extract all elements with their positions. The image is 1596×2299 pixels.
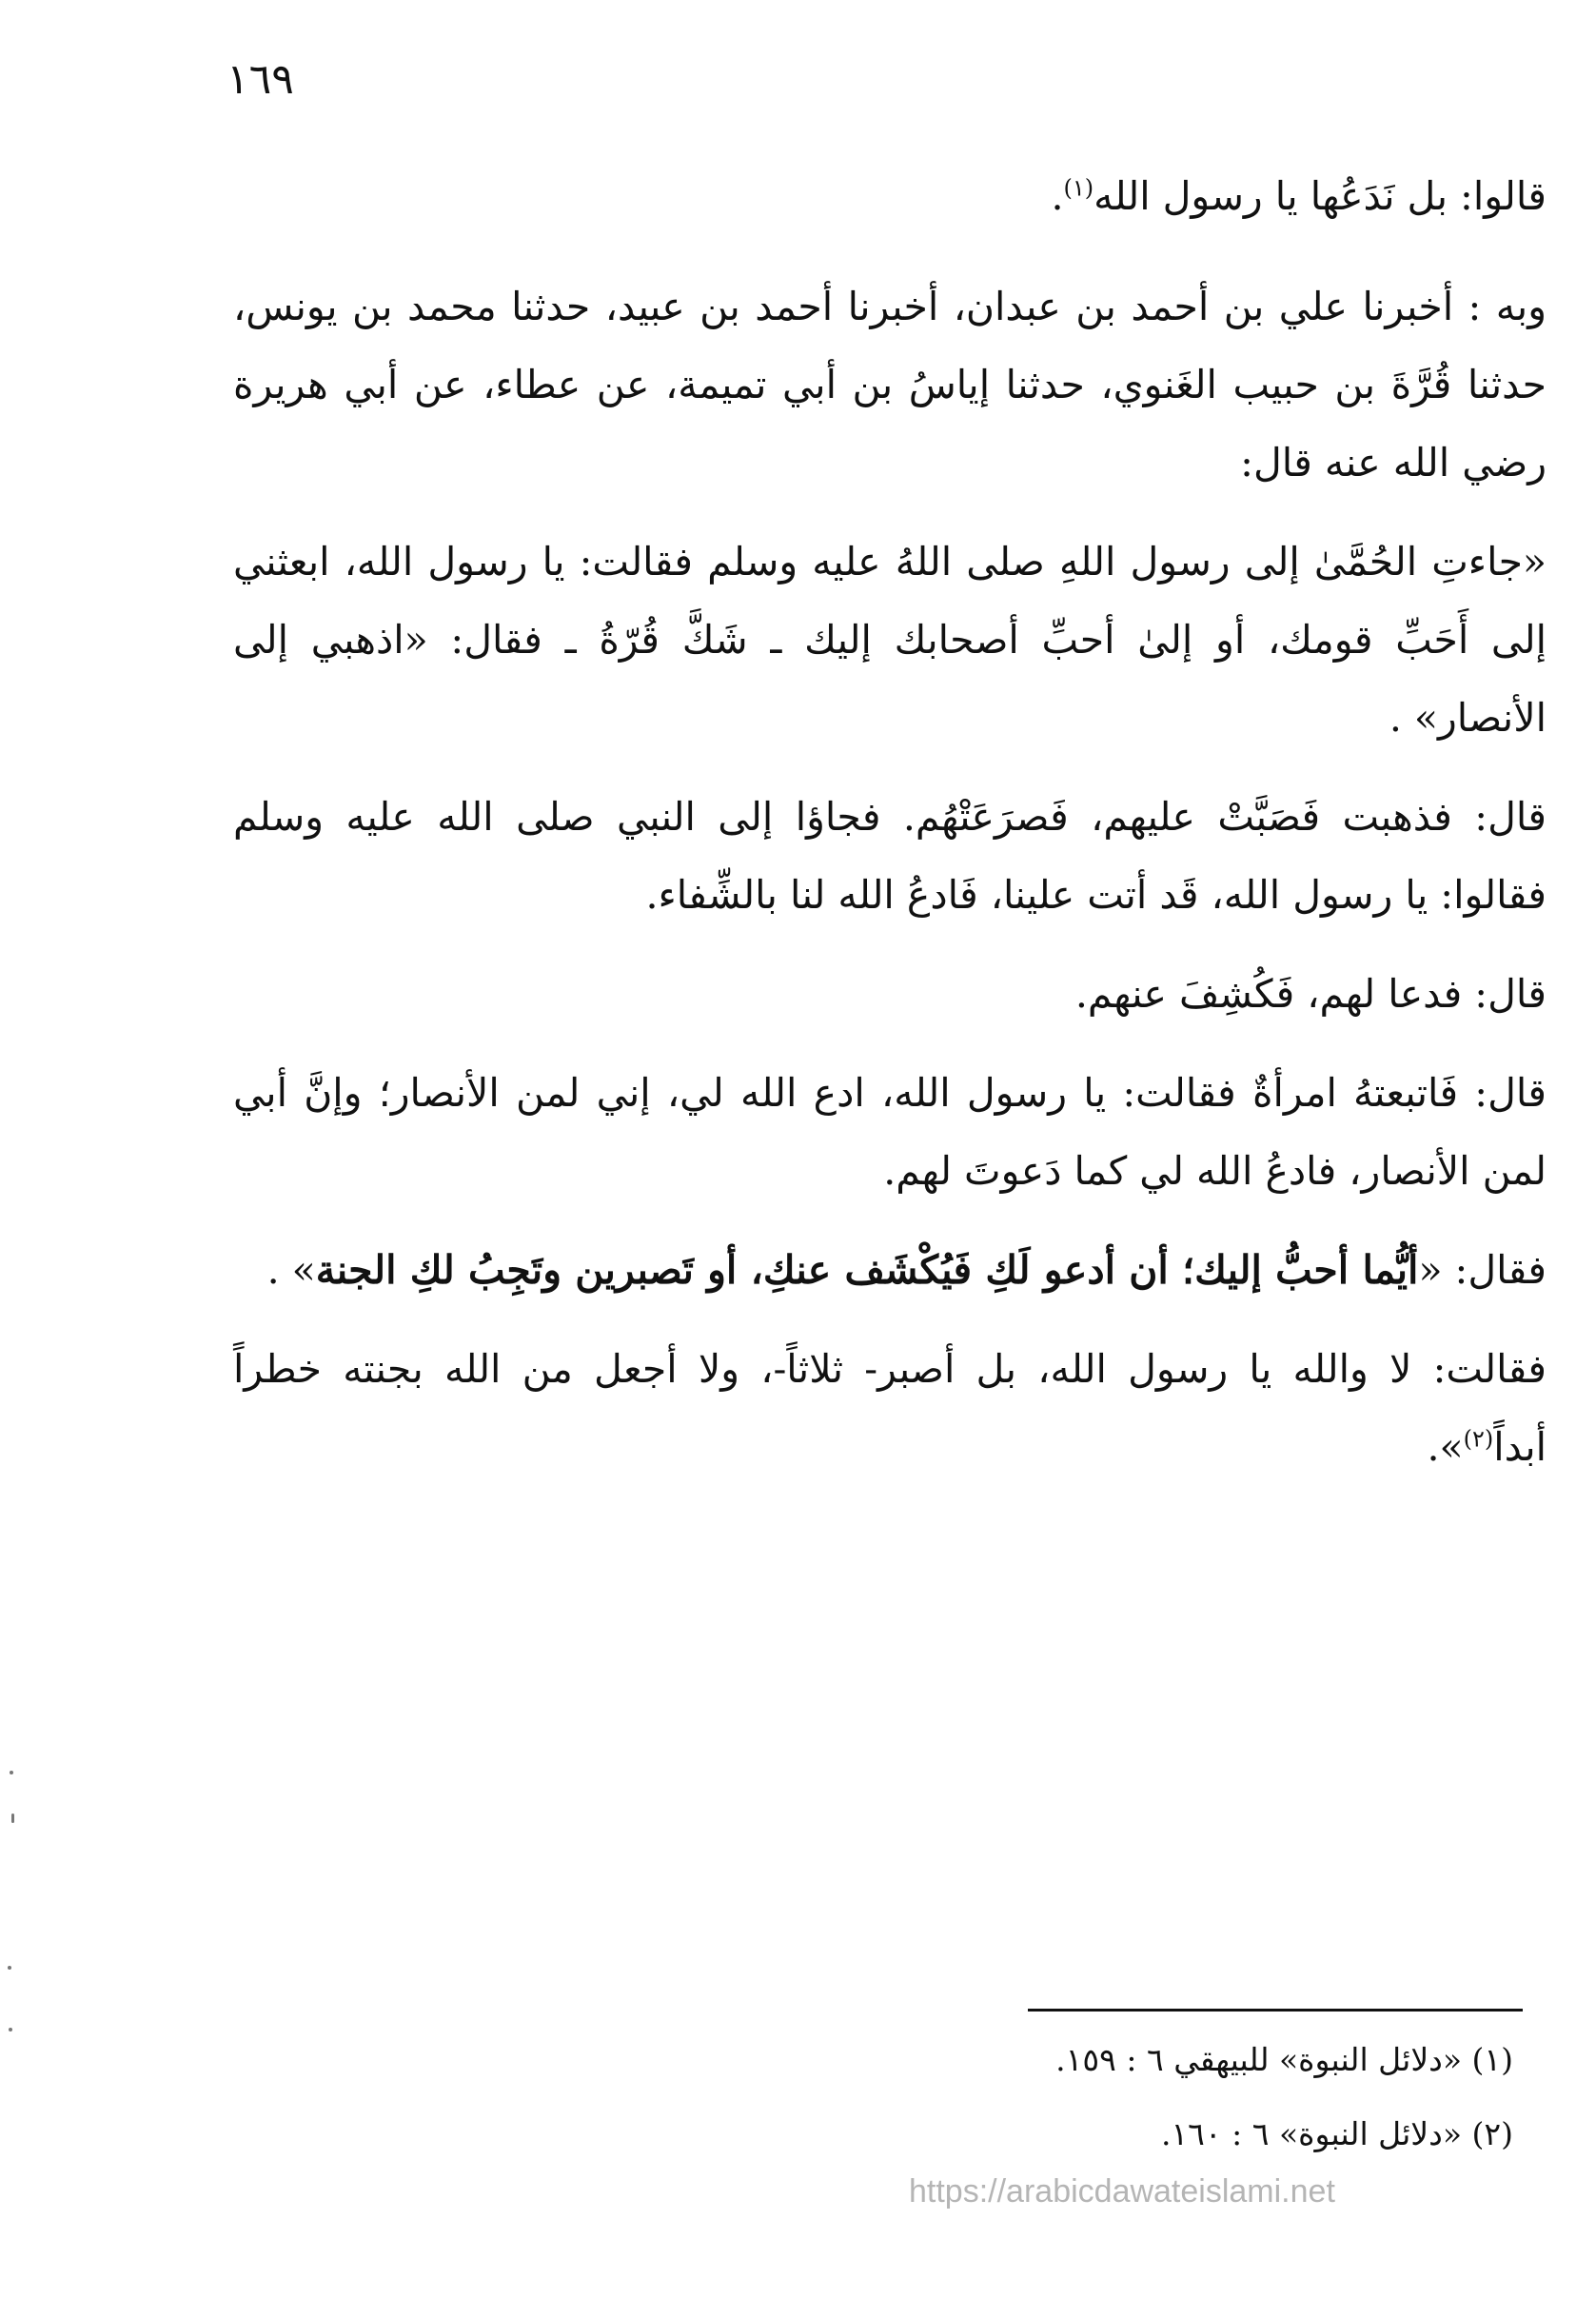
paragraph-1-text: قالوا: بل نَدَعُها يا رسول الله bbox=[1094, 173, 1547, 219]
paragraph-8-end: ». bbox=[1427, 1424, 1464, 1470]
paragraph-2-text: وبه : أخبرنا علي بن أحمد بن عبدان، أخبرنا أحمد بن عبيد، حدثنا محمد بن يونس، حدثنا قُرَّةَ بن حبيب الغَنوي، حدثنا إياسُ بن أبي تميمة، عن عطاء، عن أبي هريرة رضي الله عنه قال: bbox=[233, 284, 1547, 486]
footnote-1: (١) «دلائل النبوة» للبيهقي ٦ : ١٥٩. bbox=[1055, 2041, 1513, 2078]
watermark-url: https://arabicdawateislami.net bbox=[909, 2173, 1335, 2210]
paragraph-1 bbox=[233, 157, 1547, 235]
footnote-ref-2: (٢) bbox=[1463, 1425, 1494, 1453]
paragraph-6-text: قال: فَاتبعتهُ امرأةٌ فقالت: يا رسول الله، ادع الله لي، إني لمن الأنصار؛ وإنَّ أبي لمن الأنصار، فادعُ الله لي كما دَعوتَ لهم. bbox=[233, 1070, 1547, 1194]
footnote-divider bbox=[1028, 2009, 1523, 2012]
body-text bbox=[233, 157, 1547, 1507]
scan-speck bbox=[11, 1813, 14, 1823]
paragraph-8-text: فقالت: لا والله يا رسول الله، بل أصبر- ثلاثاً-، ولا أجعل من الله بجنته خطراً أبداً bbox=[233, 1346, 1547, 1470]
scan-speck bbox=[10, 1771, 13, 1774]
paragraph-5 bbox=[233, 955, 1547, 1033]
prophet-quote: أيُّما أحبُّ إليك؛ أن أدعو لَكِ فَيُكْشَف عنكِ، أو تَصبرين وتَجِبُ لكِ الجنة bbox=[315, 1247, 1419, 1293]
footnote-ref-1: (١) bbox=[1063, 174, 1094, 202]
paragraph-7 bbox=[233, 1231, 1547, 1309]
paragraph-8 bbox=[233, 1330, 1547, 1486]
paragraph-5-text: قال: فدعا لهم، فَكُشِفَ عنهم. bbox=[1074, 971, 1547, 1017]
scan-speck bbox=[9, 2028, 12, 2031]
paragraph-4 bbox=[233, 778, 1547, 934]
paragraph-3 bbox=[233, 523, 1547, 757]
paragraph-7-lead: فقال: « bbox=[1418, 1247, 1547, 1293]
footnote-2: (٢) «دلائل النبوة» ٦ : ١٦٠. bbox=[1160, 2115, 1513, 2152]
paragraph-7-tail: » . bbox=[266, 1247, 316, 1293]
footnotes bbox=[761, 2028, 1513, 2176]
paragraph-2 bbox=[233, 268, 1547, 502]
paragraph-3-text: «جاءتِ الحُمَّىٰ إلى رسول اللهِ صلى اللهُ عليه وسلم فقالت: يا رسول الله، ابعثني إلى أَحَبِّ قومك، أو إلىٰ أحبِّ أصحابك إليك ـ شَكَّ قُرّةُ ـ فقال: «اذهبي إلى الأنصار» . bbox=[233, 539, 1547, 741]
paragraph-1-end: . bbox=[1051, 173, 1064, 219]
paragraph-4-text: قال: فذهبت فَصَبَّتْ عليهم، فَصرَعَتْهُم. فجاؤا إلى النبي صلى الله عليه وسلم فقالوا: يا رسول الله، قَد أتت علينا، فَادعُ الله لنا بالشِّفاء. bbox=[233, 794, 1547, 918]
page-number: ١٦٩ bbox=[227, 55, 294, 104]
paragraph-6 bbox=[233, 1054, 1547, 1210]
scan-speck bbox=[8, 1966, 11, 1970]
